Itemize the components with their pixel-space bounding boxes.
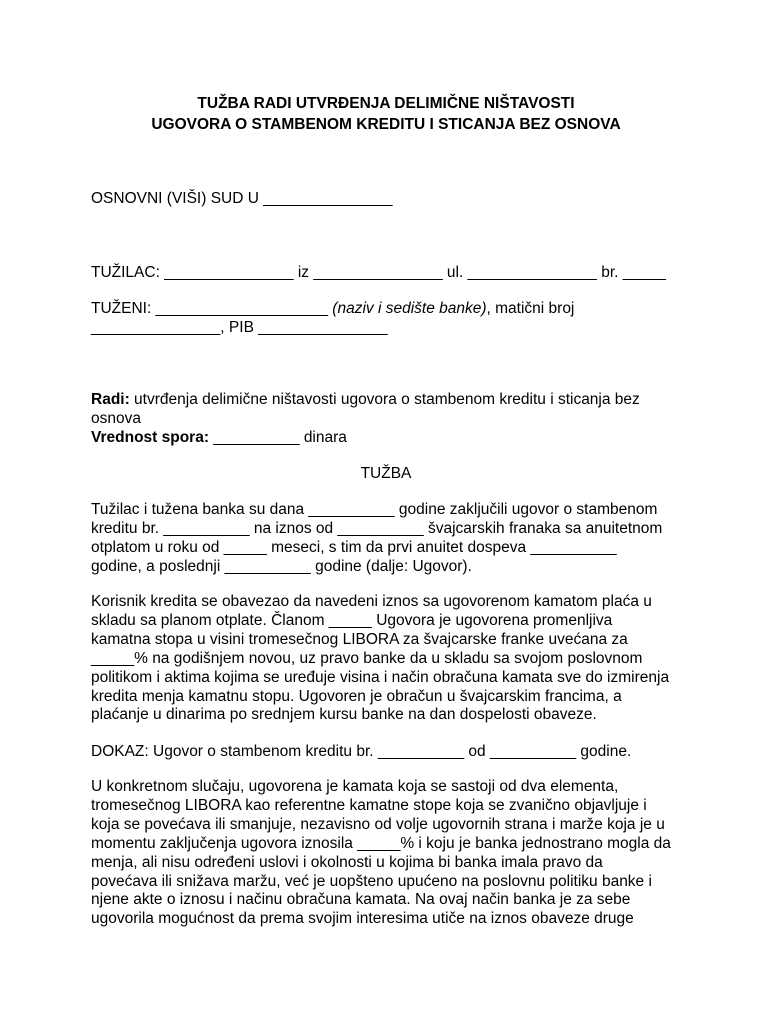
paragraph-2-line: Korisnik kredita se obavezao da navedeni iznos sa ugovorenom kamatom plaća u: [91, 593, 652, 610]
plaintiff-line: TUŽILAC: _______________ iz _______________ ul. _______________ br. _____: [91, 264, 666, 281]
defendant-suffix: , matični broj: [486, 300, 575, 317]
paragraph-1-line: kreditu br. __________ na iznos od __________ švajcarskih franaka sa anuitetnom: [91, 519, 663, 537]
defendant-prefix: TUŽENI: ____________________: [91, 300, 333, 317]
defendant-line: [91, 299, 574, 318]
paragraph-3-line: povećava ili snižava maržu, već je uopšteno upućeno na poslovnu politiku banke i: [91, 872, 652, 890]
subject-line: [91, 390, 640, 409]
document-title-line-2: UGOVORA O STAMBENOM KREDITU I STICANJA BEZ OSNOVA: [151, 116, 621, 133]
court-line: OSNOVNI (VIŠI) SUD U _______________: [91, 190, 393, 207]
paragraph-2-line: kredita menja kamatnu stopu. Ugovoren je obračun u švajcarskim francima, a: [91, 687, 622, 705]
paragraph-1: [91, 501, 691, 577]
paragraph-3-line: njene akte o iznosu i načinu obračuna kamata. Na ovaj način banka je za sebe: [91, 891, 631, 909]
defendant-line-2: _______________, PIB _______________: [91, 319, 388, 336]
paragraph-1-line: otplatom u roku od _____ meseci, s tim da prvi anuitet dospeva __________: [91, 538, 617, 556]
subject-text: utvrđenja delimične ništavosti ugovora o stambenom kreditu i sticanja bez: [129, 391, 640, 408]
dispute-value-line: [91, 428, 347, 447]
paragraph-2: [91, 593, 691, 725]
paragraph-2-line: _____% na godišnjem novou, uz pravo banke da u skladu sa svojom poslovnom: [91, 649, 643, 667]
paragraph-3-line: ugovorila mogućnost da prema svojim interesima utiče na iznos obaveze druge: [91, 910, 634, 928]
document-title-line-1: TUŽBA RADI UTVRĐENJA DELIMIČNE NIŠTAVOSTI: [197, 95, 575, 112]
defendant-bank-note: (naziv i sedište banke): [332, 300, 487, 317]
paragraph-2-line: politikom i aktima kojima se uređuje visina i način obračuna kamata sve do izmirenja: [91, 668, 670, 686]
paragraph-3-line: momentu zaključenja ugovora iznosila _____% i koju je banka jednostrano mogla da: [91, 834, 671, 852]
paragraph-3-line: menja, ali nisu određeni uslovi i okolnosti u kojima bi banka imala pravo da: [91, 853, 603, 871]
paragraph-2-line: kamatna stopa u visini tromesečnog LIBORA za švajcarske franke uvećana za: [91, 630, 628, 648]
subject-label: Radi:: [91, 391, 130, 408]
subject-line-2: osnova: [91, 410, 141, 427]
paragraph-2-line: skladu sa planom otplate. Članom _____ Ugovora je ugovorena promenljiva: [91, 611, 613, 629]
paragraph-3-line: koja se povećava ili smanjuje, nezavisno od volje ugovornih strana i marže koja je u: [91, 815, 665, 833]
evidence-line: DOKAZ: Ugovor o stambenom kreditu br. __________ od __________ godine.: [91, 743, 632, 760]
paragraph-1-line: Tužilac i tužena banka su dana __________ godine zaključili ugovor o stambenom: [91, 501, 658, 518]
dispute-value-label: Vrednost spora:: [91, 429, 209, 446]
paragraph-1-line: godine, a poslednji __________ godine (dalje: Ugovor).: [91, 557, 472, 575]
paragraph-3: [91, 778, 691, 929]
lawsuit-heading: TUŽBA: [360, 465, 412, 482]
paragraph-3-line: U konkretnom slučaju, ugovorena je kamata koja se sastoji od dva elementa,: [91, 778, 619, 795]
paragraph-2-line: plaćanje u dinarima po srednjem kursu banke na dan dospelosti obaveze.: [91, 706, 597, 724]
dispute-value-text: __________ dinara: [209, 429, 347, 446]
paragraph-3-line: tromesečnog LIBORA kao referentne kamatne stope koja se zvanično objavljuje i: [91, 796, 647, 814]
